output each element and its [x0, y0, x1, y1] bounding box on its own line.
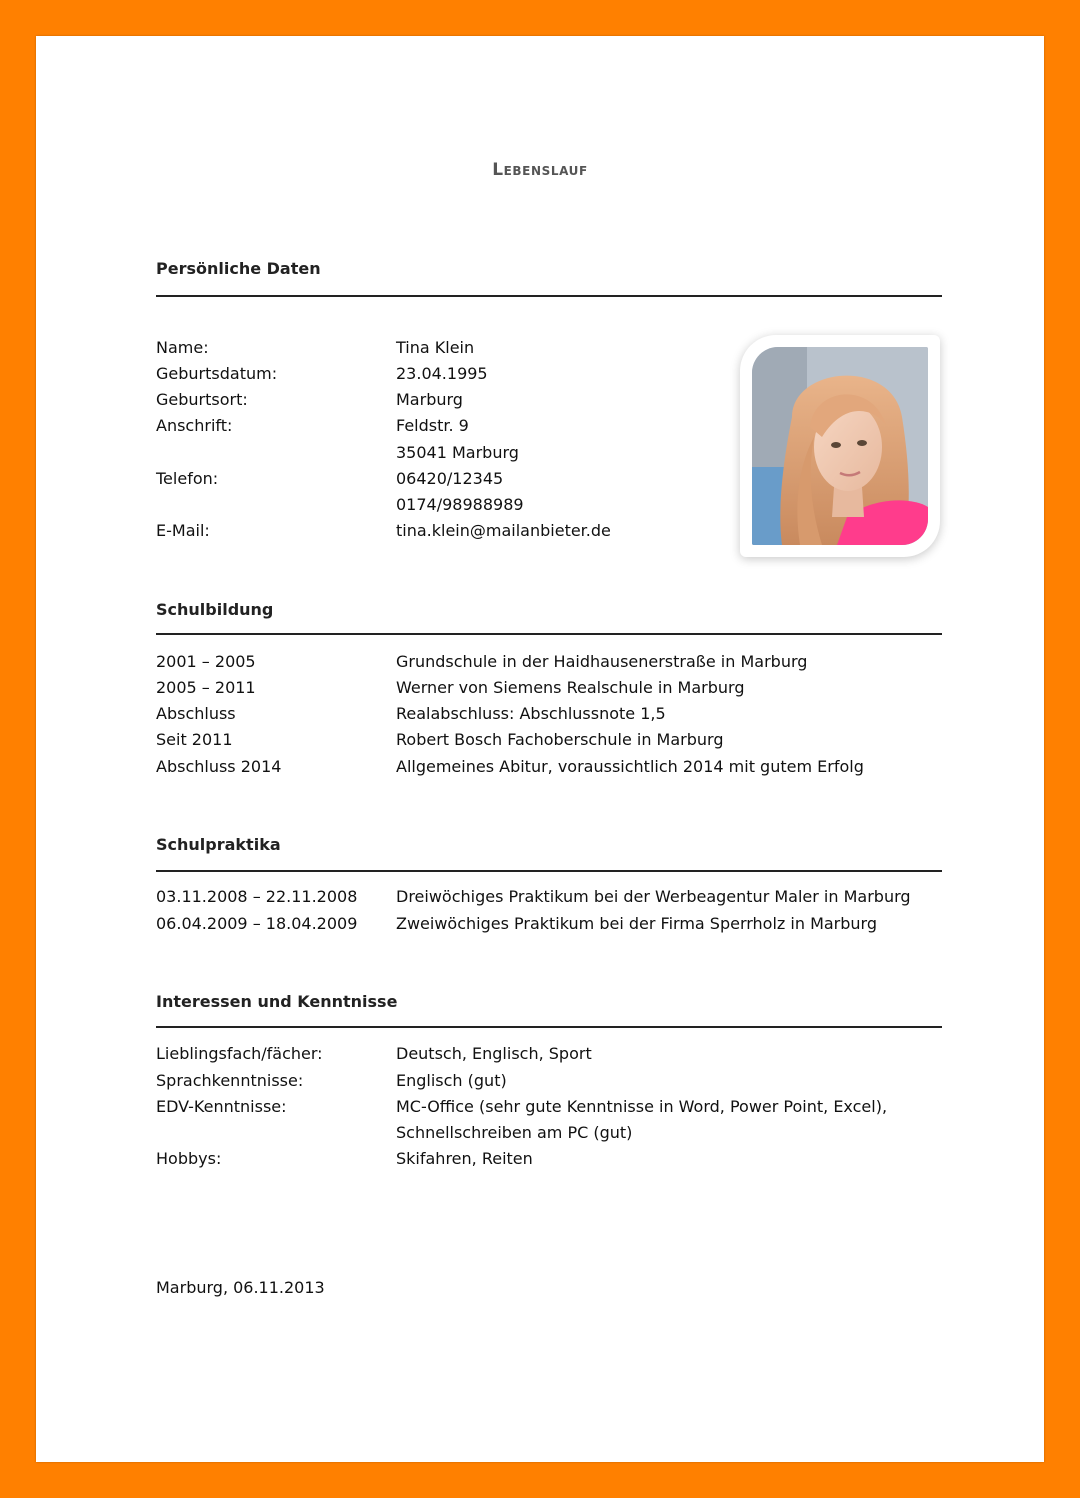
row-label: 2001 – 2005	[156, 652, 256, 671]
row-label: Sprachkenntnisse:	[156, 1071, 304, 1090]
row-value: 0174/98988989	[396, 495, 524, 514]
section-divider-interests	[156, 1026, 942, 1028]
row-label: E-Mail:	[156, 521, 210, 540]
row-value: 35041 Marburg	[396, 443, 519, 462]
section-heading-personal: Persönliche Daten	[156, 259, 321, 278]
row-label: 03.11.2008 – 22.11.2008	[156, 887, 358, 906]
section-heading-interests: Interessen und Kenntnisse	[156, 992, 398, 1011]
row-value: tina.klein@mailanbieter.de	[396, 521, 611, 540]
portrait-photo	[752, 347, 928, 545]
row-label: Abschluss	[156, 704, 236, 723]
school-row	[156, 701, 942, 727]
school-row	[156, 754, 942, 780]
row-value: Feldstr. 9	[396, 416, 469, 435]
row-label: Geburtsort:	[156, 390, 248, 409]
row-label: Name:	[156, 338, 209, 357]
row-value: Deutsch, Englisch, Sport	[396, 1044, 592, 1063]
row-value: Schnellschreiben am PC (gut)	[396, 1123, 633, 1142]
row-value: Grundschule in der Haidhausenerstraße in Marburg	[396, 652, 808, 671]
row-value: Englisch (gut)	[396, 1071, 507, 1090]
internship-row	[156, 911, 942, 937]
school-row	[156, 649, 942, 675]
section-divider-internships	[156, 870, 942, 872]
internship-row	[156, 884, 942, 910]
row-value: Marburg	[396, 390, 463, 409]
section-divider-school	[156, 633, 942, 635]
interest-row-it-skills	[156, 1094, 942, 1120]
row-label: Seit 2011	[156, 730, 233, 749]
row-value: 06420/12345	[396, 469, 504, 488]
school-row	[156, 675, 942, 701]
row-value: Robert Bosch Fachoberschule in Marburg	[396, 730, 724, 749]
interest-row-favorite-subjects	[156, 1041, 942, 1067]
row-label: Hobbys:	[156, 1149, 222, 1168]
row-value: Tina Klein	[396, 338, 475, 357]
school-row	[156, 727, 942, 753]
page-title: Lebenslauf	[492, 160, 588, 180]
row-label: Anschrift:	[156, 416, 233, 435]
portrait-illustration	[752, 347, 928, 545]
row-value: Dreiwöchiges Praktikum bei der Werbeagentur Maler in Marburg	[396, 887, 911, 906]
row-label: EDV-Kenntnisse:	[156, 1097, 287, 1116]
row-value: Skifahren, Reiten	[396, 1149, 533, 1168]
row-label: Lieblingsfach/fächer:	[156, 1044, 323, 1063]
row-value: Werner von Siemens Realschule in Marburg	[396, 678, 745, 697]
place-date-line: Marburg, 06.11.2013	[156, 1278, 325, 1297]
row-value: Zweiwöchiges Praktikum bei der Firma Sperrholz in Marburg	[396, 914, 878, 933]
interest-row-hobbies	[156, 1146, 942, 1172]
section-divider-personal	[156, 295, 942, 297]
row-label: Geburtsdatum:	[156, 364, 278, 383]
section-heading-internships: Schulpraktika	[156, 835, 281, 854]
resume-page	[36, 36, 1044, 1462]
section-heading-school: Schulbildung	[156, 600, 274, 619]
row-value: MC-Office (sehr gute Kenntnisse in Word, Power Point, Excel),	[396, 1097, 888, 1116]
row-value: Realabschluss: Abschlussnote 1,5	[396, 704, 666, 723]
row-label: Telefon:	[156, 469, 219, 488]
interest-row-languages	[156, 1068, 942, 1094]
interest-row-it-skills-cont	[156, 1120, 942, 1146]
row-value: Allgemeines Abitur, voraussichtlich 2014 mit gutem Erfolg	[396, 757, 864, 776]
row-value: 23.04.1995	[396, 364, 488, 383]
row-label: 06.04.2009 – 18.04.2009	[156, 914, 358, 933]
row-label: 2005 – 2011	[156, 678, 256, 697]
row-label: Abschluss 2014	[156, 757, 282, 776]
portrait-photo-frame	[740, 335, 940, 557]
